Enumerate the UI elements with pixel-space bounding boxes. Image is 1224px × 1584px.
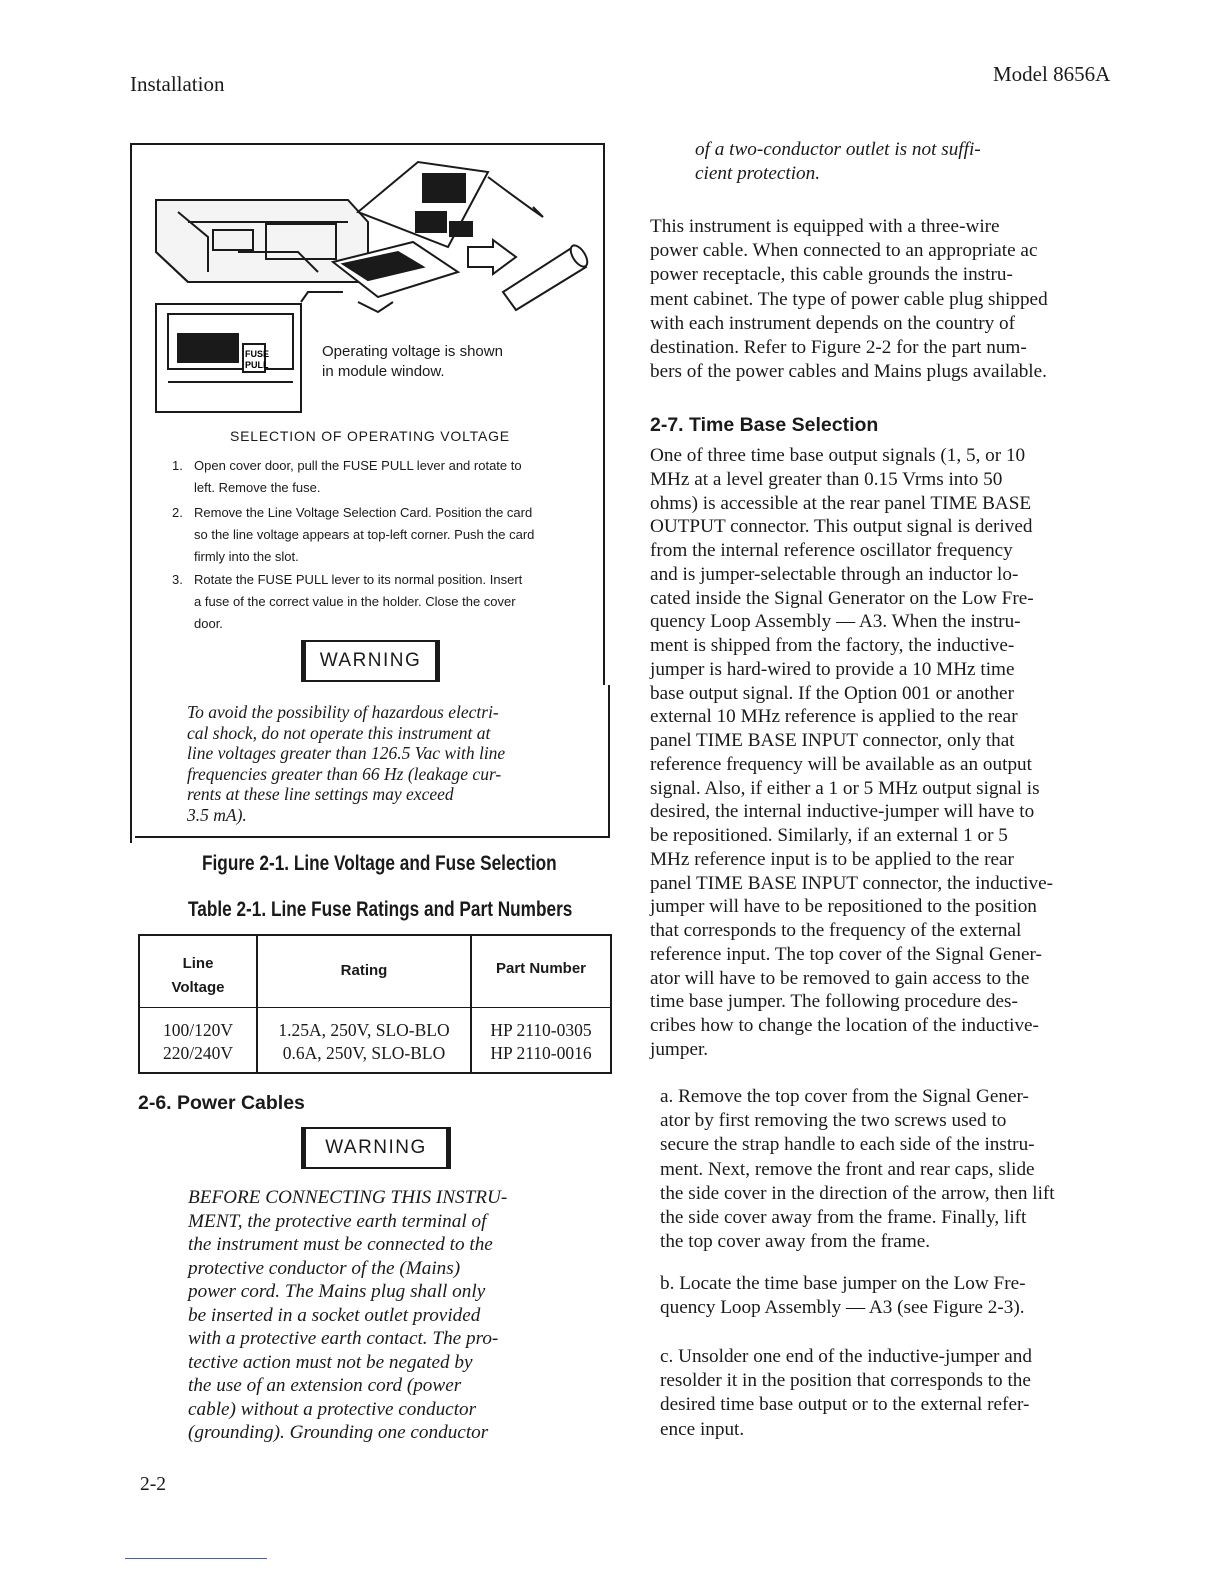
warning-line: of a two-conductor outlet is not suffi- [695, 139, 981, 160]
table-cell: HP 2110-0016 [490, 1043, 592, 1063]
paragraph-line: panel TIME BASE INPUT connector, only that [650, 730, 1015, 751]
paragraph-line: a. Remove the top cover from the Signal Gener- [660, 1086, 1029, 1107]
warning-label: WARNING [325, 1137, 427, 1158]
power-cables-heading: 2-6. Power Cables [138, 1092, 305, 1114]
procedure-step-b [660, 1272, 1122, 1320]
power-warning-badge [301, 1127, 451, 1169]
selection-step-3 [172, 569, 592, 637]
header-section-title: Installation [130, 72, 225, 96]
step-line: Open cover door, pull the FUSE PULL lever and rotate to [194, 458, 522, 473]
paragraph-line: quency Loop Assembly — A3 (see Figure 2-3). [660, 1297, 1025, 1319]
warning-line: cal shock, do not operate this instrument at [187, 722, 491, 743]
paragraph-line: reference frequency will be available as an output [650, 753, 1032, 775]
paragraph-line: ator by first removing the two screws used to [660, 1110, 1007, 1132]
paragraph-line: b. Locate the time base jumper on the Low Fre- [660, 1273, 1026, 1294]
warning-line: protective conductor of the (Mains) [188, 1257, 461, 1279]
figure-frame-right [603, 143, 605, 685]
warning-label: WARNING [319, 650, 422, 671]
paragraph-line: panel TIME BASE INPUT connector, the inductive- [650, 872, 1053, 894]
table-cell: 220/240V [163, 1043, 233, 1063]
paragraph-line: reference input. The top cover of the Signal Gener- [650, 943, 1042, 965]
callout-line-1: Operating voltage is shown [322, 343, 503, 360]
step-number: 3. [172, 572, 183, 587]
paragraph-line: ment cabinet. The type of power cable plug shipped [650, 288, 1048, 310]
warning-line: the use of an extension cord (power [188, 1375, 462, 1396]
warning-line: (grounding). Grounding one conductor [188, 1422, 489, 1443]
paragraph-line: OUTPUT connector. This output signal is derived [650, 516, 1033, 538]
paragraph-line: from the internal reference oscillator frequency [650, 540, 1013, 561]
paragraph-line: One of three time base output signals (1, 5, or 10 [650, 445, 1026, 466]
procedure-step-a [660, 1085, 1122, 1254]
table-column-voltage [140, 1019, 256, 1065]
paragraph-line: MHz at a level greater than 0.15 Vrms into 50 [650, 468, 1003, 490]
warning-line: power cord. The Mains plug shall only [188, 1281, 486, 1302]
step-line: left. Remove the fuse. [194, 480, 321, 495]
warning-line: with a protective earth contact. The pro- [188, 1328, 499, 1349]
paragraph-line: This instrument is equipped with a three-wire [650, 216, 1000, 237]
paragraph-line: ence input. [660, 1418, 745, 1440]
paragraph-line: desired time base output or to the external refer- [660, 1394, 1030, 1416]
paragraph-line: jumper. [650, 1038, 709, 1060]
table-header-part-number: Part Number [495, 960, 587, 977]
paragraph-line: that corresponds to the frequency of the external [650, 920, 1022, 941]
paragraph-line: power cable. When connected to an appropriate ac [650, 240, 1038, 262]
time-base-heading: 2-7. Time Base Selection [650, 414, 879, 436]
warning-line: line voltages greater than 126.5 Vac with line [187, 743, 506, 763]
paragraph-line: bers of the power cables and Mains plugs available. [650, 361, 1047, 383]
paragraph-line: c. Unsolder one end of the inductive-jumper and [660, 1346, 1032, 1367]
selection-step-2 [172, 502, 592, 570]
step-line: firmly into the slot. [194, 549, 299, 564]
fuse-pull-label-2: PULL [245, 360, 269, 370]
warning-line: BEFORE CONNECTING THIS INSTRU- [188, 1187, 508, 1208]
warning-line: rents at these line settings may exceed [187, 784, 454, 804]
header-voltage: Voltage [171, 979, 225, 996]
paragraph-line: be repositioned. Similarly, if an external 1 or 5 [650, 825, 1008, 846]
figure-caption: Figure 2-1. Line Voltage and Fuse Selection [202, 852, 557, 875]
callout-line-2: in module window. [322, 363, 445, 380]
table-cell: HP 2110-0305 [490, 1020, 592, 1040]
warning-line: be inserted in a socket outlet provided [188, 1304, 481, 1326]
paragraph-line: the top cover away from the frame. [660, 1231, 931, 1253]
table-header-line-voltage [140, 952, 256, 1000]
paragraph-line: ment is shipped from the factory, the inductive- [650, 635, 1015, 656]
step-number: 2. [172, 505, 183, 520]
paragraph-line: and is jumper-selectable through an inductor lo- [650, 563, 1019, 585]
figure-warning-text [187, 702, 567, 825]
step-line: a fuse of the correct value in the holder. Close the cover [194, 594, 516, 609]
table-bottom-rule [138, 1072, 612, 1074]
power-cable-paragraph [650, 215, 1122, 384]
table-top-rule [138, 934, 612, 936]
paragraph-line: cated inside the Signal Generator on the Low Fre- [650, 587, 1034, 609]
step-line: door. [194, 616, 223, 631]
warning-line: To avoid the possibility of hazardous electri- [187, 702, 499, 722]
step-line: so the line voltage appears at top-left corner. Push the card [194, 527, 535, 542]
paragraph-line: time base jumper. The following procedure des- [650, 991, 1018, 1013]
procedure-step-c [660, 1345, 1122, 1442]
paragraph-line: quency Loop Assembly — A3. When the instru- [650, 611, 1021, 633]
header-model: Model 8656A [993, 62, 1111, 86]
paragraph-line: ator will have to be removed to gain access to the [650, 967, 1030, 989]
warning-continuation [695, 138, 1095, 186]
warning-line: cable) without a protective conductor [188, 1398, 477, 1420]
paragraph-line: jumper is hard-wired to provide a 10 MHz time [650, 658, 1015, 680]
paragraph-line: desired, the internal inductive-jumper will have to [650, 801, 1035, 823]
paragraph-line: ohms) is accessible at the rear panel TIME BASE [650, 492, 1032, 514]
page-number: 2-2 [140, 1474, 166, 1495]
paragraph-line: the side cover away from the frame. Finally, lift [660, 1207, 1027, 1229]
figure-warning-badge [301, 640, 440, 682]
step-number: 1. [172, 458, 183, 473]
paragraph-line: cribes how to change the location of the inductive- [650, 1015, 1039, 1036]
footer-rule [125, 1558, 267, 1559]
table-cell: 0.6A, 250V, SLO-BLO [282, 1043, 446, 1063]
warning-line: 3.5 mA). [187, 804, 247, 825]
power-warning-text [188, 1186, 568, 1445]
paragraph-line: MHz reference input is to be applied to the rear [650, 848, 1014, 870]
warning-line: frequencies greater than 66 Hz (leakage cur- [187, 763, 502, 784]
warning-line: the instrument must be connected to the [188, 1234, 493, 1255]
paragraph-line: the side cover in the direction of the arrow, then lift [660, 1182, 1055, 1204]
header-line: Line [182, 955, 214, 972]
table-header-rule [140, 1007, 610, 1008]
paragraph-line: destination. Refer to Figure 2-2 for the part num- [650, 337, 1027, 359]
warning-line: tective action must not be negated by [188, 1351, 473, 1373]
table-border-right [610, 934, 612, 1074]
paragraph-line: jumper will have to be repositioned to the position [650, 896, 1037, 918]
table-column-part-number [472, 1019, 610, 1065]
paragraph-line: signal. Also, if either a 1 or 5 MHz output signal is [650, 777, 1040, 799]
warning-line: cient protection. [695, 163, 821, 184]
paragraph-line: power receptacle, this cable grounds the instru- [650, 264, 1013, 286]
table-cell: 1.25A, 250V, SLO-BLO [278, 1020, 450, 1040]
paragraph-line: resolder it in the position that corresponds to the [660, 1370, 1031, 1392]
step-line: Rotate the FUSE PULL lever to its normal position. Insert [194, 572, 523, 587]
paragraph-line: ment. Next, remove the front and rear caps, slide [660, 1158, 1035, 1180]
figure-frame-right-lower [608, 685, 610, 837]
warning-line: MENT, the protective earth terminal of [188, 1210, 487, 1232]
figure-callout [322, 342, 503, 382]
fuse-pull-label: FUSE [245, 349, 270, 359]
paragraph-line: base output signal. If the Option 001 or another [650, 682, 1014, 704]
paragraph-line: secure the strap handle to each side of the instru- [660, 1134, 1035, 1156]
paragraph-line: external 10 MHz reference is applied to the rear [650, 706, 1018, 728]
time-base-paragraph [650, 444, 1122, 1062]
table-column-rating [258, 1019, 470, 1065]
selection-step-1 [172, 455, 592, 505]
paragraph-line: with each instrument depends on the country of [650, 312, 1016, 334]
step-line: Remove the Line Voltage Selection Card. Position the card [194, 505, 533, 520]
selection-title: SELECTION OF OPERATING VOLTAGE [230, 428, 510, 444]
table-header-rating: Rating [340, 962, 388, 979]
table-cell: 100/120V [163, 1020, 233, 1040]
figure-bottom-rule [135, 836, 610, 838]
table-caption: Table 2-1. Line Fuse Ratings and Part Numbers [188, 898, 573, 921]
